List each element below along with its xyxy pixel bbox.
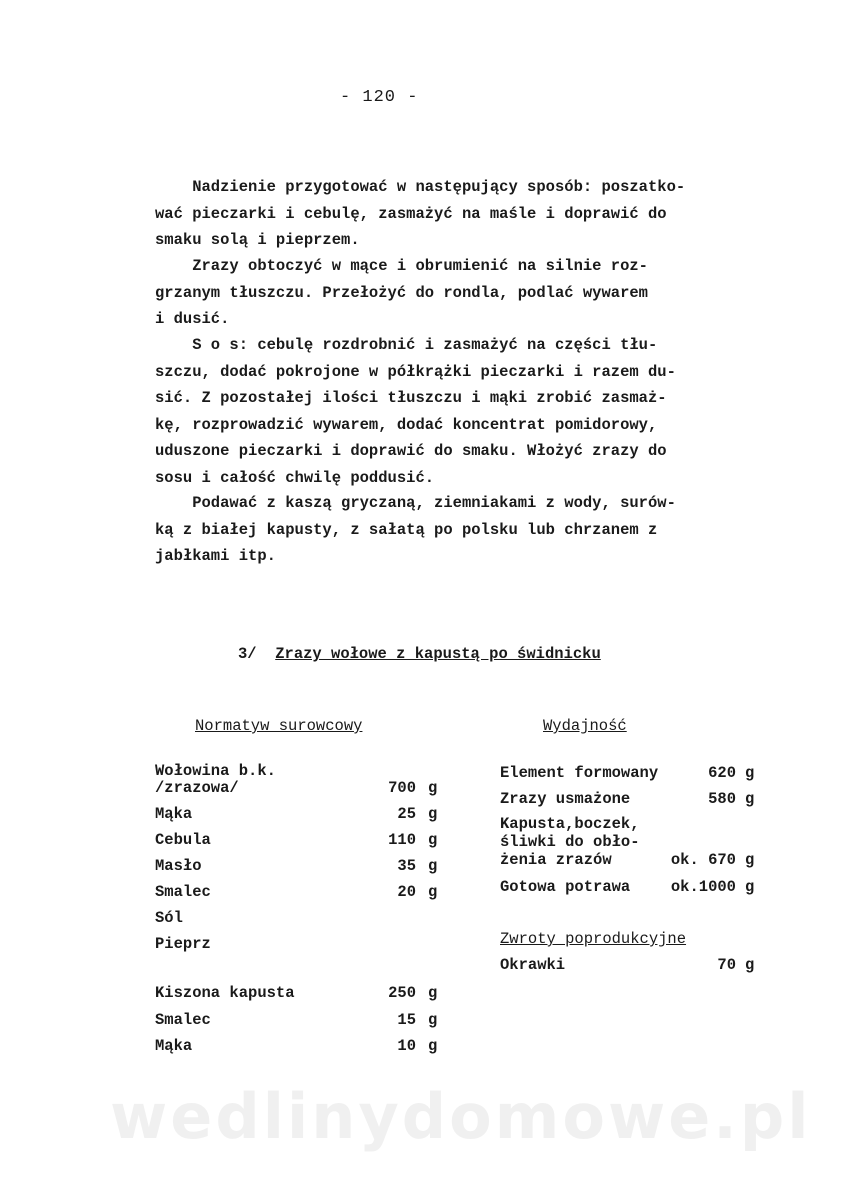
- ingredient-qty: 110: [388, 831, 416, 849]
- recipe-title: [238, 645, 601, 663]
- yield-item: Gotowa potrawa: [500, 878, 631, 896]
- ingredient-name: Cebula: [155, 831, 211, 849]
- ingredient-name: Mąka: [155, 1037, 193, 1055]
- returns-unit: g: [745, 956, 755, 974]
- ingredient-name: Smalec: [155, 1011, 211, 1029]
- text-line: uduszone pieczarki i doprawić do smaku. Włożyć zrazy do: [155, 442, 667, 460]
- yield-item: Element formowany: [500, 764, 659, 782]
- yield-header: Wydajność: [543, 717, 627, 735]
- page-number: - 120 -: [340, 88, 419, 107]
- ingredient-name: /zrazowa/: [155, 779, 239, 797]
- returns-qty: 70: [717, 956, 736, 974]
- text-line: kę, rozprowadzić wywarem, dodać koncentrat pomidorowy,: [155, 415, 658, 434]
- text-line: smaku solą i pieprzem.: [155, 231, 360, 249]
- yield-qty: 580: [708, 790, 736, 808]
- text-line: grzanym tłuszczu. Przełożyć do rondla, podlać wywarem: [155, 283, 648, 302]
- text-line: S o s: cebulę rozdrobnić i zasmażyć na części tłu-: [155, 336, 658, 354]
- ingredient-name: Mąka: [155, 805, 193, 823]
- text-line: wać pieczarki i cebulę, zasmażyć na maśle i doprawić do: [155, 204, 667, 223]
- recipe-name: Zrazy wołowe z kapustą po świdnicku: [275, 645, 601, 663]
- ingredient-qty: 15: [397, 1011, 416, 1029]
- ingredient-qty: 20: [397, 883, 416, 901]
- yield-unit: g: [745, 764, 755, 782]
- ingredient-name: Masło: [155, 857, 202, 875]
- text-line: Zrazy obtoczyć w mące i obrumienić na silnie roz-: [155, 257, 648, 275]
- text-line: ką z białej kapusty, z sałatą po polsku lub chrzanem z: [155, 520, 658, 539]
- ingredient-unit: g: [428, 1011, 438, 1029]
- yield-item: śliwki do obło-: [500, 833, 640, 851]
- ingredient-name: Sól: [155, 909, 183, 927]
- ingredient-unit: g: [428, 984, 438, 1002]
- yield-qty: ok.1000: [670, 878, 736, 896]
- yield-item: żenia zrazów: [500, 851, 612, 869]
- returns-header: Zwroty poprodukcyjne: [500, 930, 687, 948]
- ingredient-name: Wołowina b.k.: [155, 762, 276, 780]
- text-line: sosu i całość chwilę poddusić.: [155, 468, 435, 487]
- ingredient-name: Kiszona kapusta: [155, 984, 295, 1002]
- text-line: jabłkami itp.: [155, 547, 276, 565]
- ingredient-qty: 10: [397, 1037, 416, 1055]
- watermark: wedlinydomowe.pl: [110, 1080, 812, 1153]
- ingredient-qty: 250: [388, 984, 416, 1002]
- paragraph-filling: [155, 174, 765, 254]
- ingredient-unit: g: [428, 857, 438, 875]
- yield-item: Kapusta,boczek,: [500, 815, 640, 833]
- ingredient-unit: g: [428, 805, 438, 823]
- ingredient-unit: g: [428, 883, 438, 901]
- ingredient-name: Smalec: [155, 883, 211, 901]
- ingredient-unit: g: [428, 1037, 438, 1055]
- yield-unit: g: [745, 878, 755, 896]
- paragraph-serving: [155, 490, 765, 570]
- ingredient-name: Pieprz: [155, 935, 211, 953]
- text-line: szczu, dodać pokrojone w półkrążki pieczarki i razem du-: [155, 362, 676, 381]
- yield-item: Zrazy usmażone: [500, 790, 631, 808]
- returns-item: Okrawki: [500, 956, 566, 974]
- yield-qty: 620: [708, 764, 736, 782]
- ingredient-qty: 25: [397, 805, 416, 823]
- recipe-number: 3/: [238, 645, 257, 663]
- ingredient-qty: 700: [388, 779, 416, 797]
- yield-qty: ok. 670: [670, 851, 736, 869]
- paragraph-sauce: [155, 332, 765, 491]
- yield-unit: g: [745, 790, 755, 808]
- ingredient-qty: 35: [397, 857, 416, 875]
- paragraph-browning: [155, 253, 765, 333]
- text-line: Podawać z kaszą gryczaną, ziemniakami z wody, surów-: [155, 494, 676, 512]
- text-line: sić. Z pozostałej ilości tłuszczu i mąki zrobić zasmaż-: [155, 389, 667, 407]
- raw-materials-header: Normatyw surowcowy: [195, 717, 363, 735]
- yield-unit: g: [745, 851, 755, 869]
- text-line: Nadzienie przygotować w następujący sposób: poszatko-: [155, 178, 686, 196]
- ingredient-unit: g: [428, 831, 438, 849]
- text-line: i dusić.: [155, 310, 230, 328]
- ingredient-unit: g: [428, 779, 438, 797]
